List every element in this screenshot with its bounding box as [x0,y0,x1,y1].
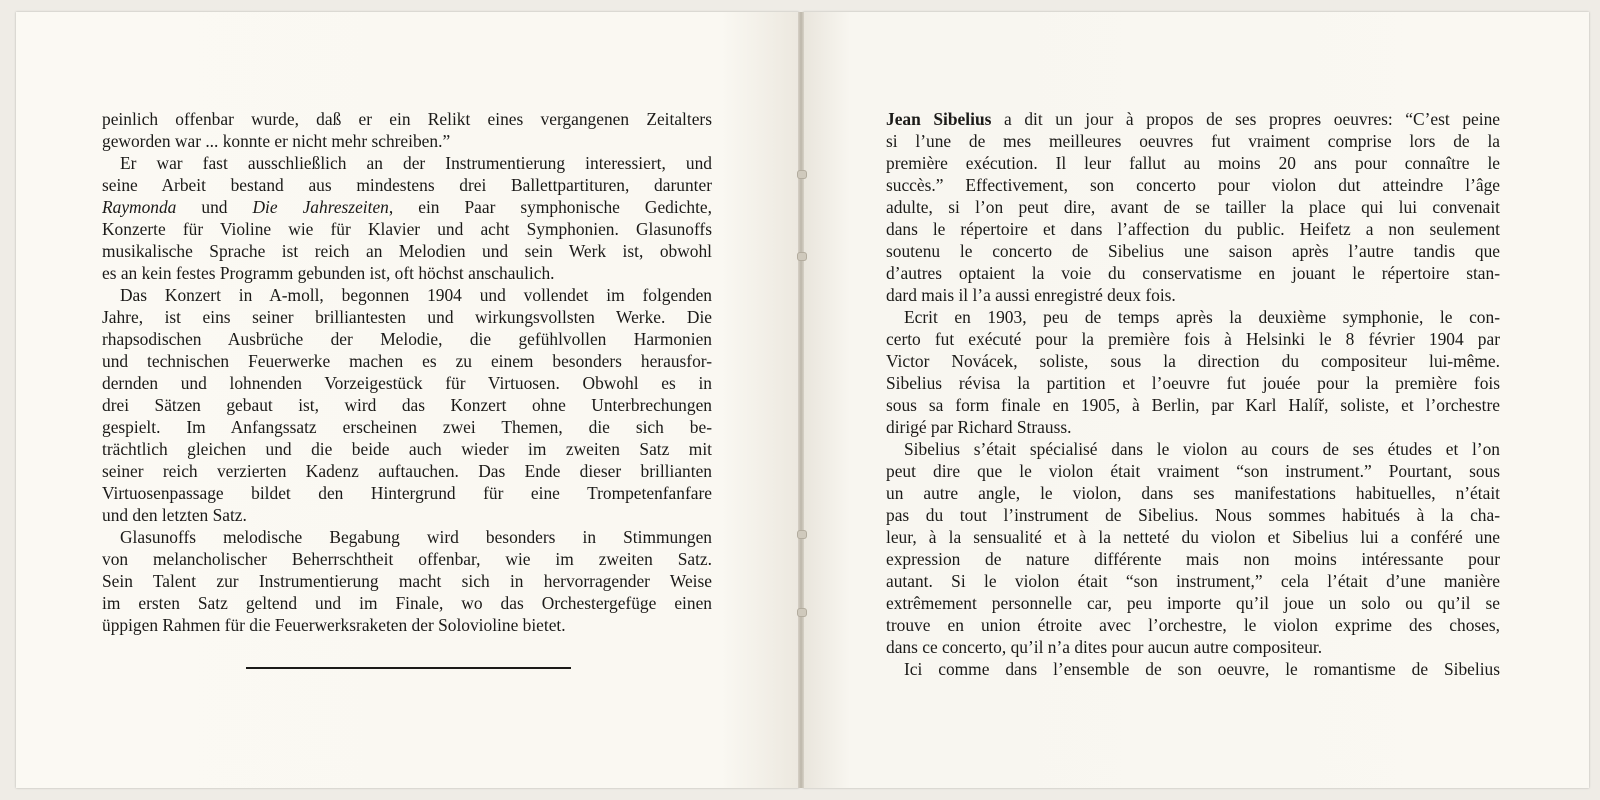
text-line [886,372,1500,394]
line-segment: Glasunoffs melodische Begabung wird besonders in Stimmungen [120,527,712,547]
text-line [886,240,1500,262]
line-segment: pas du tout l’instrument de Sibelius. Nous sommes habitués à la cha- [886,505,1500,525]
line-segment: Konzerte für Violine wie für Klavier und acht Symphonien. Glasunoffs [102,219,712,239]
line-segment: , ein Paar symphonische Gedichte, [388,197,713,217]
line-segment: Sibelius s’était spécialisé dans le violon au cours de ses études et l’on [904,439,1500,459]
line-segment: expression de nature différente mais non moins intéressante pour [886,549,1500,569]
text-line [886,592,1500,614]
line-segment: Victor Novácek, soliste, sous la direction du compositeur lui-même. [886,351,1500,371]
binding-stitch [797,530,807,539]
binding-stitch [797,170,807,179]
line-segment: von melancholischer Beherrschtheit offenbar, wie im zweiten Satz. [102,549,712,569]
line-segment: im ersten Satz geltend und im Finale, wo das Orchestergefüge einen [102,593,712,613]
text-line [102,306,712,328]
line-segment: musikalische Sprache ist reich an Melodien und sein Werk ist, obwohl [102,241,712,261]
line-segment: es an kein festes Programm gebunden ist, oft höchst anschaulich. [102,263,555,283]
line-segment: rhapsodischen Ausbrüche der Melodie, die gefühlvollen Harmonien [102,329,712,349]
text-line [102,548,712,570]
line-segment: leur, à la sensualité et à la netteté du violon et Sibelius lui a conféré une [886,527,1500,547]
binding-stitch [797,252,807,261]
line-segment: gespielt. Im Anfangssatz erscheinen zwei Themen, die sich be- [102,417,712,437]
text-line [102,416,712,438]
text-line [886,284,1500,306]
line-segment: Virtuosenpassage bildet den Hintergrund für eine Trompetenfanfare [102,483,712,503]
text-line [886,108,1500,130]
line-segment: a dit un jour à propos de ses propres oeuvres: “C’est peine [991,109,1500,129]
left-page-text [102,108,712,636]
text-line [102,328,712,350]
text-line [886,350,1500,372]
line-segment: üppigen Rahmen für die Feuerwerksraketen der Solovioline bietet. [102,615,566,635]
text-line [102,614,712,636]
text-line [102,482,712,504]
text-line [102,262,712,284]
text-line [102,438,712,460]
italic-title: Die Jahreszeiten [252,197,389,217]
text-line [886,548,1500,570]
line-segment: Sibelius révisa la partition et l’oeuvre fut jouée pour la première fois [886,373,1500,393]
text-line [886,416,1500,438]
line-segment: première exécution. Il leur fallut au moins 20 ans pour connaître le [886,153,1500,173]
text-line [886,570,1500,592]
text-line [102,152,712,174]
text-line [886,218,1500,240]
section-end-rule [246,667,571,669]
text-line [886,460,1500,482]
line-segment: und technischen Feuerwerke machen es zu einem besonders herausfor- [102,351,712,371]
text-line [102,240,712,262]
text-line [102,108,712,130]
line-segment: dans ce concerto, qu’il n’a dites pour aucun autre compositeur. [886,637,1323,657]
text-line [886,482,1500,504]
line-segment: und [176,197,253,217]
line-segment: Das Konzert in A-moll, begonnen 1904 und vollendet im folgenden [120,285,712,305]
line-segment: soutenu le concerto de Sibelius une saison après l’autre tandis que [886,241,1500,261]
line-segment: peut dire que le violon était vraiment “son instrument.” Pourtant, sous [886,461,1500,481]
text-line [886,394,1500,416]
text-line [102,350,712,372]
line-segment: extrêmement personnelle car, peu importe qu’il joue un solo ou qu’il se [886,593,1500,613]
text-line [102,218,712,240]
text-line [886,152,1500,174]
line-segment: adulte, si l’on peut dire, avant de se tailler la place qui lui convenait [886,197,1500,217]
text-line [886,262,1500,284]
text-line [102,372,712,394]
text-line [886,636,1500,658]
line-segment: peinlich offenbar wurde, daß er ein Relikt eines vergangenen Zeitalters [102,109,712,129]
text-line [886,438,1500,460]
text-line [886,328,1500,350]
text-line [886,174,1500,196]
text-line [886,614,1500,636]
line-segment: dard mais il l’a aussi enregistré deux fois. [886,285,1176,305]
text-line [102,174,712,196]
text-line [886,504,1500,526]
line-segment: und den letzten Satz. [102,505,247,525]
line-segment: Sein Talent zur Instrumentierung macht sich in hervorragender Weise [102,571,712,591]
text-line [102,592,712,614]
line-segment: trächtlich gleichen und die beide auch wieder im zweiten Satz mit [102,439,712,459]
text-line [102,394,712,416]
line-segment: Ici comme dans l’ensemble de son oeuvre, le romantisme de Sibelius [904,659,1500,679]
line-segment: certo fut exécuté pour la première fois à Helsinki le 8 février 1904 par [886,329,1500,349]
line-segment: Er war fast ausschließlich an der Instrumentierung interessiert, und [120,153,712,173]
line-segment: autant. Si le violon était “son instrument,” cela l’était d’une manière [886,571,1500,591]
line-segment: drei Sätzen gebaut ist, wird das Konzert ohne Unterbrechungen [102,395,712,415]
text-line [886,306,1500,328]
line-segment: succès.” Effectivement, son concerto pour violon dut atteindre l’âge [886,175,1500,195]
line-segment: Ecrit en 1903, peu de temps après la deuxième symphonie, le con- [904,307,1500,327]
text-line [102,196,712,218]
right-page-text [886,108,1500,680]
text-line [102,284,712,306]
text-line [102,504,712,526]
text-line [886,130,1500,152]
line-segment: Jahre, ist eins seiner brilliantesten und wirkungsvollsten Werke. Die [102,307,712,327]
line-segment: d’autres optaient la voie du conservatisme en jouant le répertoire stan- [886,263,1500,283]
line-segment: geworden war ... konnte er nicht mehr schreiben.” [102,131,451,151]
text-line [102,130,712,152]
binding-stitch [797,608,807,617]
text-line [886,526,1500,548]
line-segment: un autre angle, le violon, dans ses manifestations habituelles, n’était [886,483,1500,503]
italic-title: Raymonda [102,197,177,217]
bold-name: Jean Sibelius [886,109,992,129]
line-segment: dirigé par Richard Strauss. [886,417,1072,437]
line-segment: seiner reich verzierten Kadenz auftauchen. Das Ende dieser brillianten [102,461,712,481]
text-line [102,460,712,482]
text-line [102,526,712,548]
line-segment: si l’une de mes meilleures oeuvres fut vraiment comprise lors de la [886,131,1500,151]
text-line [886,658,1500,680]
line-segment: sous sa form finale en 1905, à Berlin, par Karl Halíř, soliste, et l’orchestre [886,395,1500,415]
line-segment: dans le répertoire et dans l’affection du public. Heifetz a non seulement [886,219,1500,239]
text-line [102,570,712,592]
binding-gutter [798,12,804,788]
line-segment: dernden und lohnenden Vorzeigestück für Virtuosen. Obwohl es in [102,373,712,393]
text-line [886,196,1500,218]
line-segment: seine Arbeit bestand aus mindestens drei Ballettpartituren, darunter [102,175,712,195]
line-segment: trouve en union étroite avec l’orchestre, le violon exprime des choses, [886,615,1500,635]
